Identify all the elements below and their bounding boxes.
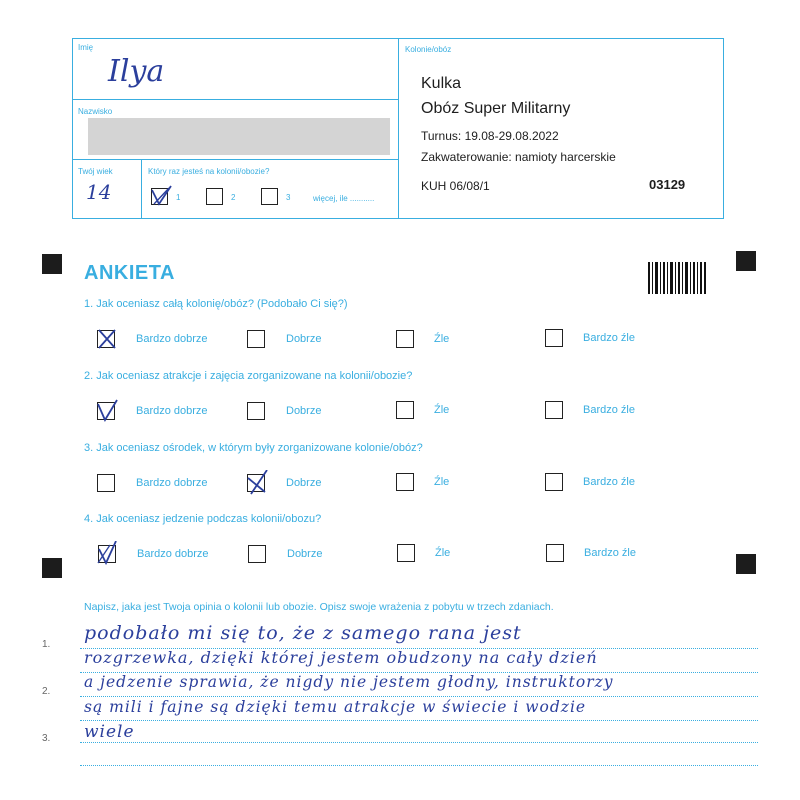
question-1: 1. Jak oceniasz całą kolonię/obóz? (Podobało Ci się?) bbox=[84, 298, 348, 310]
q3-dobrze-label: Dobrze bbox=[286, 477, 322, 489]
visit-option-3-label: 3 bbox=[286, 193, 291, 202]
registration-mark-bottom-right bbox=[736, 554, 756, 574]
kolonia-label: Kolonie/obóz bbox=[405, 45, 452, 54]
q4-zle-checkbox[interactable] bbox=[397, 544, 415, 562]
ktory-raz-label: Który raz jesteś na kolonii/obozie? bbox=[148, 167, 270, 176]
q1-zle-label: Źle bbox=[434, 333, 450, 345]
q2-zle-checkbox[interactable] bbox=[396, 401, 414, 419]
visit-option-2-label: 2 bbox=[231, 193, 236, 202]
line-number-2: 2. bbox=[42, 686, 51, 697]
q3-zle-checkbox[interactable] bbox=[396, 473, 414, 491]
q4-bardzo-zle-checkbox[interactable] bbox=[546, 544, 564, 562]
q4-dobrze-checkbox[interactable] bbox=[248, 545, 266, 563]
question-3: 3. Jak oceniasz ośrodek, w którym były zorganizowane kolonie/obóz? bbox=[84, 442, 423, 454]
check-mark-icon bbox=[96, 541, 120, 567]
cross-mark-icon bbox=[95, 326, 119, 352]
cross-mark-icon bbox=[245, 470, 269, 496]
q4-bardzo-dobrze-checkbox[interactable] bbox=[98, 545, 116, 563]
registration-mark-top-right bbox=[736, 251, 756, 271]
q1-bardzo-dobrze-checkbox[interactable] bbox=[97, 330, 115, 348]
opinion-prompt: Napisz, jaka jest Twoja opinia o kolonii lub obozie. Opisz swoje wrażenia z pobytu w trzech zdaniach. bbox=[84, 601, 554, 613]
imie-label: Imię bbox=[78, 43, 94, 52]
visit-option-3-checkbox[interactable] bbox=[261, 188, 278, 205]
q1-dobrze-label: Dobrze bbox=[286, 333, 322, 345]
line-number-3: 3. bbox=[42, 733, 51, 744]
imie-value: Ilya bbox=[108, 54, 165, 89]
q2-bardzo-zle-label: Bardzo źle bbox=[583, 404, 635, 416]
camp-type: Obóz Super Militarny bbox=[421, 100, 571, 117]
q3-dobrze-checkbox[interactable] bbox=[247, 474, 265, 492]
visit-option-2-checkbox[interactable] bbox=[206, 188, 223, 205]
writing-line bbox=[80, 696, 758, 697]
handwritten-line-2: rozgrzewka, dzięki której jestem obudzony na cały dzień bbox=[84, 648, 598, 667]
q1-bardzo-dobrze-label: Bardzo dobrze bbox=[136, 333, 208, 345]
q2-bardzo-dobrze-checkbox[interactable] bbox=[97, 402, 115, 420]
ankieta-title: ANKIETA bbox=[84, 262, 175, 284]
line-number-1: 1. bbox=[42, 639, 51, 650]
q4-dobrze-label: Dobrze bbox=[287, 548, 323, 560]
barcode bbox=[648, 262, 706, 294]
zakwaterowanie: Zakwaterowanie: namioty harcerskie bbox=[421, 150, 616, 164]
visit-option-1-label: 1 bbox=[176, 193, 181, 202]
q2-bardzo-dobrze-label: Bardzo dobrze bbox=[136, 405, 208, 417]
writing-line bbox=[80, 720, 758, 721]
q2-dobrze-checkbox[interactable] bbox=[247, 402, 265, 420]
camp-name: Kulka bbox=[421, 75, 462, 92]
redacted-surname bbox=[88, 118, 390, 155]
question-4: 4. Jak oceniasz jedzenie podczas kolonii/obozu? bbox=[84, 513, 322, 525]
q4-bardzo-zle-label: Bardzo źle bbox=[584, 547, 636, 559]
q2-zle-label: Źle bbox=[434, 404, 450, 416]
q1-bardzo-zle-label: Bardzo źle bbox=[583, 332, 635, 344]
form-number: 03129 bbox=[649, 177, 686, 192]
q3-bardzo-dobrze-checkbox[interactable] bbox=[97, 474, 115, 492]
q3-bardzo-dobrze-label: Bardzo dobrze bbox=[136, 477, 208, 489]
q4-bardzo-dobrze-label: Bardzo dobrze bbox=[137, 548, 209, 560]
registration-mark-bottom-left bbox=[42, 558, 62, 578]
turnus: Turnus: 19.08-29.08.2022 bbox=[421, 129, 559, 143]
handwritten-line-3: a jedzenie sprawia, że nigdy nie jestem głodny, instruktorzy bbox=[84, 673, 614, 691]
q1-bardzo-zle-checkbox[interactable] bbox=[545, 329, 563, 347]
handwritten-line-1: podobało mi się to, że z samego rana jest bbox=[84, 622, 522, 644]
q3-bardzo-zle-checkbox[interactable] bbox=[545, 473, 563, 491]
camp-code: KUH 06/08/1 bbox=[421, 179, 490, 193]
wiek-label: Twój wiek bbox=[78, 167, 113, 176]
q1-zle-checkbox[interactable] bbox=[396, 330, 414, 348]
nazwisko-label: Nazwisko bbox=[78, 107, 113, 116]
handwritten-line-4: są mili i fajne są dzięki temu atrakcje w świecie i wodzie bbox=[84, 698, 587, 716]
wiecej-label: więcej, ile ........... bbox=[313, 194, 375, 203]
q1-dobrze-checkbox[interactable] bbox=[247, 330, 265, 348]
registration-mark-top-left bbox=[42, 254, 62, 274]
q2-dobrze-label: Dobrze bbox=[286, 405, 322, 417]
visit-option-1-checkbox[interactable] bbox=[151, 188, 168, 205]
handwritten-line-5: wiele bbox=[84, 722, 135, 742]
q3-bardzo-zle-label: Bardzo źle bbox=[583, 476, 635, 488]
wiek-value: 14 bbox=[86, 180, 112, 204]
q2-bardzo-zle-checkbox[interactable] bbox=[545, 401, 563, 419]
q3-zle-label: Źle bbox=[434, 476, 450, 488]
writing-line bbox=[80, 742, 758, 743]
q4-zle-label: Źle bbox=[435, 547, 451, 559]
question-2: 2. Jak oceniasz atrakcje i zajęcia zorganizowane na kolonii/obozie? bbox=[84, 370, 413, 382]
check-mark-icon bbox=[95, 398, 119, 424]
writing-line bbox=[80, 765, 758, 766]
